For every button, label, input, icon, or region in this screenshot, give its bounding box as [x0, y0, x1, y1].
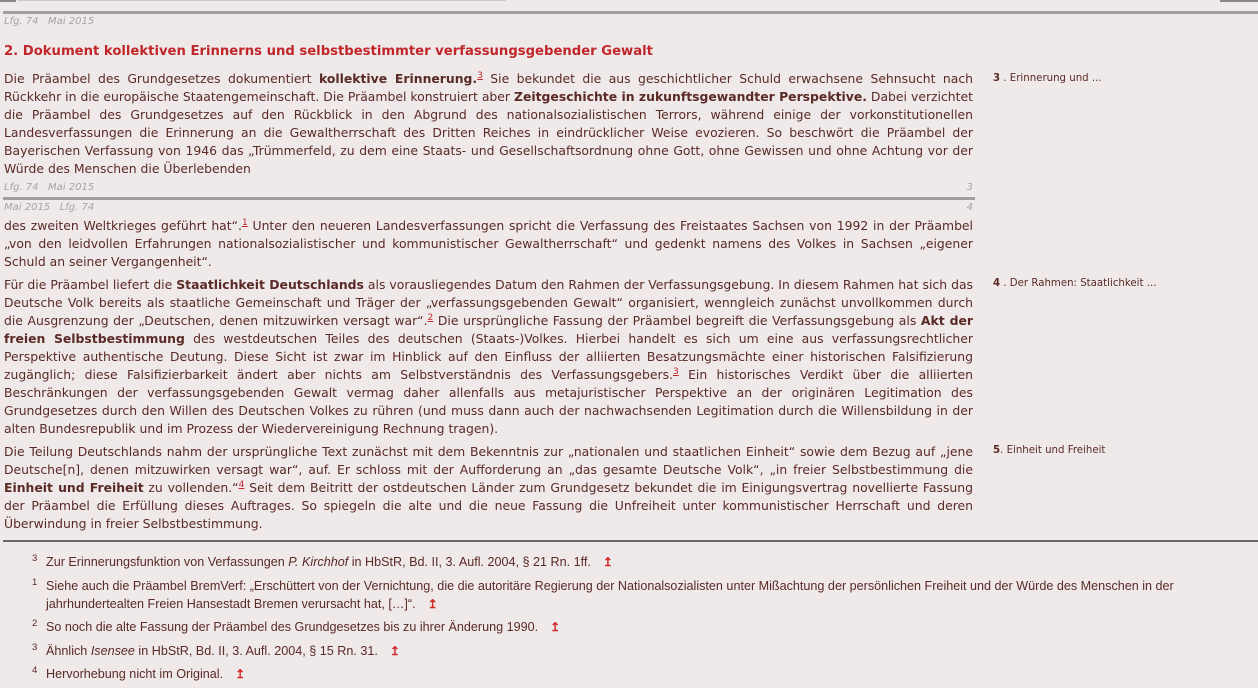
text: zu vollenden.“: [143, 480, 239, 495]
margin-note-label: . Der Rahmen: Staatlichkeit ...: [1000, 278, 1157, 289]
footnote-number: 2: [32, 618, 38, 629]
bold-text: Einheit und Freiheit: [4, 480, 144, 495]
text: Ein historisches Verdikt über die alliierten Beschränkungen der verfassungsgebenden Gewalt vermag daher allenfalls aus metajuristischer Perspektive an der originären Legitimation des Grundgesetzes durch den Willen des Deutschen Volkes zu rühren (und muss dann auch der nachwachsenden Legitimation durch die Willensbildung in der alten Bundesrepublik und im Prozess der Wiedervereinigung Rechnung tragen).: [4, 367, 973, 436]
section-heading: 2. Dokument kollektiven Erinnerns und selbstbestimmter verfassungsgebender Gewalt: [4, 44, 653, 59]
margin-note-label: . Einheit und Freiheit: [1000, 445, 1106, 456]
text: als vorausliegendes Datum den Rahmen der Verfassungsgebung. In diesem Rahmen hat sich das Deutsche Volk bereits als staatliche Gemeinschaft und Träger der „verfassungsgebenden Gewalt“ organisiert, wenngleich zunächst unvollkommen durch die Ausgrenzung der „Deutschen, denen mitzuwirken versagt war“.: [4, 277, 973, 328]
footnote-number: 3: [32, 553, 38, 564]
paragraph-5: [4, 443, 973, 533]
margin-note-number: 3: [993, 73, 1001, 84]
page-meta-top-next: Mai 2015 Lfg. 74: [4, 202, 95, 213]
footnote-ref-3b[interactable]: 3: [673, 366, 679, 377]
footnote-text: So noch die alte Fassung der Präambel des Grundgesetzes bis zu ihrer Änderung 1990.: [46, 620, 539, 634]
footnote-item: [32, 642, 1247, 660]
text: des zweiten Weltkrieges geführt hat“.: [4, 218, 242, 233]
top-edge-left: [0, 0, 16, 2]
page-meta-top: Lfg. 74 Mai 2015: [4, 16, 95, 27]
text: Dabei verzichtet die Präambel des Grundgesetzes auf den Rückblick in den Abgrund des nationalsozialistischen Terrors, während einige der vorkonstitutionellen Landesverfassungen die Erinnerung an die Gewaltherrschaft des Dritten Reiches in eindrücklicher Weise evozieren. So beschwört die Präambel der Bayerischen Verfassung von 1946 das „Trümmerfeld, zu dem eine Staats- und Gesellschaftsordnung ohne Gott, ohne Gewissen und ohne Achtung vor der Würde des Menschen die Überlebenden: [4, 89, 973, 176]
footnote-ref-3[interactable]: 3: [477, 70, 483, 81]
footnote-text: Zur Erinnerungsfunktion von Verfassungen: [46, 555, 289, 569]
text: Die Präambel des Grundgesetzes dokumentiert: [4, 71, 319, 86]
margin-note-number: 5: [993, 445, 1001, 456]
back-arrow-icon[interactable]: ↥: [427, 597, 438, 611]
bold-text: Staatlichkeit Deutschlands: [176, 277, 364, 292]
text: Unter den neueren Landesverfassungen spricht die Verfassung des Freistaates Sachsen von 1992 in der Präambel „von den leidvollen Erfahrungen nationalsozialistischer und kommunistischer Gewaltherrschaft“ und gedenkt namens des Volkes in Sachsen „eigener Schuld an seiner Vergangenheit“.: [4, 218, 973, 269]
top-edge-middle: [18, 0, 506, 1]
footnote-text: Siehe auch die Präambel BremVerf: „Erschüttert von der Vernichtung, die die autoritäre Regierung der Nationalsozialisten unter Mißachtung der persönlichen Freiheit und der Würde des Menschen in der jahrhundertealten Freien Hansestadt Bremen verursacht hat, […]“.: [46, 579, 1174, 611]
page-number-3: 3: [966, 182, 973, 193]
top-scroll-edge: [0, 0, 1258, 2]
margin-note-5[interactable]: [993, 445, 1105, 456]
footnote-number: 1: [32, 577, 38, 588]
footnote-ref-1[interactable]: 1: [242, 217, 248, 228]
paragraph-continued: [4, 217, 973, 271]
back-arrow-icon[interactable]: ↥: [235, 667, 246, 681]
margin-note-label: . Erinnerung und ...: [1000, 73, 1102, 84]
page-rule-top: [3, 11, 1258, 14]
margin-note-3[interactable]: [993, 73, 1102, 84]
footnote-item: [32, 618, 1247, 636]
footnote-item: [32, 577, 1247, 613]
bold-text: kollektive Erinnerung.: [318, 71, 478, 86]
footnote-ref-4[interactable]: 4: [238, 479, 245, 490]
page-meta-bottom: Lfg. 74 Mai 2015: [4, 182, 95, 193]
text: Für die Präambel liefert die: [4, 277, 177, 292]
footnote-number: 4: [32, 665, 38, 676]
back-arrow-icon[interactable]: ↥: [602, 555, 613, 569]
footnote-number: 3: [32, 642, 38, 653]
text: Sie bekundet die aus geschichtlicher Schuld erwachsene Sehnsucht nach Rückkehr in die europäische Staatengemeinschaft. Die Präambel konstruiert aber: [4, 71, 973, 104]
paragraph-4: [4, 276, 973, 438]
margin-note-number: 4: [993, 278, 1001, 289]
footnote-ref-2[interactable]: 2: [427, 312, 434, 323]
text: des westdeutschen Teiles des deutschen (Staats-)Volkes. Hierbei handelt es sich um eine aus verfassungsrechtlicher Perspektive authentische Deutung. Diese Sicht ist zwar im Hinblick auf den Einfluss der alliierten Besatzungsmächte einer historischen Falsifizierung zugänglich; diese Falsifizierbarkeit ändert aber nichts am Selbstverständnis des Verfassungsgebers.: [4, 331, 973, 382]
back-arrow-icon[interactable]: ↥: [389, 644, 400, 658]
margin-note-4[interactable]: [993, 278, 1156, 289]
bold-text: Akt der freien Selbstbestimmung: [4, 313, 974, 346]
paragraph-3: [4, 70, 973, 178]
footnote-author: Isensee: [90, 644, 135, 658]
page-break-rule: [3, 197, 975, 200]
footnotes-rule: [3, 540, 1258, 542]
text: Die ursprüngliche Fassung der Präambel begreift die Verfassungsgebung als: [433, 313, 921, 328]
footnote-text: Hervorhebung nicht im Original.: [46, 667, 224, 681]
footnote-text: in HbStR, Bd. II, 3. Aufl. 2004, § 21 Rn. 1ff.: [348, 555, 591, 569]
footnote-author: P. Kirchhof: [288, 555, 349, 569]
text: Seit dem Beitritt der ostdeutschen Länder zum Grundgesetz bekundet die im Einigungsvertrag novellierte Fassung der Präambel die Erfüllung dieses Auftrages. So spiegeln die alte und die neue Fassung die Unfreiheit unter kommunistischer Herrschaft und deren Überwindung in freier Selbstbestimmung.: [4, 480, 973, 531]
footnote-text: in HbStR, Bd. II, 3. Aufl. 2004, § 15 Rn. 31.: [134, 644, 378, 658]
text: Die Teilung Deutschlands nahm der ursprüngliche Text zunächst mit dem Bekenntnis zur „nationalen und staatlichen Einheit“ sowie dem Bezug auf „jene Deutsche[n], denen mitzuwirken versagt war“, auf. Er schloss mit der Aufforderung an „das gesamte Deutsche Volk“, „in freier Selbstbestimmung die: [4, 444, 973, 477]
top-edge-right: [1220, 0, 1258, 2]
footnote-text: Ähnlich: [46, 644, 91, 658]
footnote-item: [32, 553, 1247, 571]
bold-text: Zeitgeschichte in zukunftsgewandter Perspektive.: [514, 89, 867, 104]
footnote-item: [32, 665, 1247, 683]
back-arrow-icon[interactable]: ↥: [550, 620, 561, 634]
page-number-4: 4: [966, 202, 973, 213]
